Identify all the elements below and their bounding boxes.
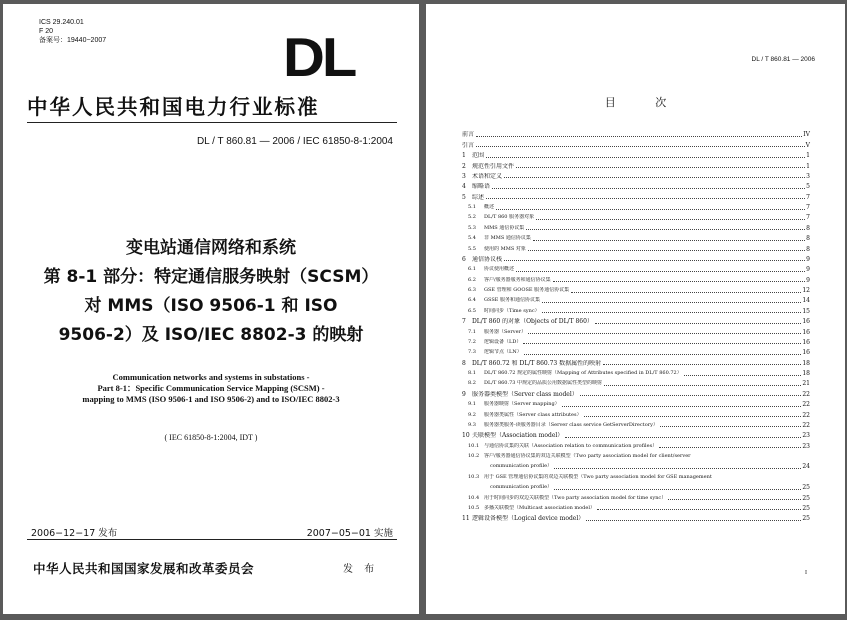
toc-entry-title: communication profile） <box>490 484 553 491</box>
toc-entry-title: 使用的 MMS 对象 <box>484 245 526 252</box>
toc-entry-number: 5.5 <box>468 245 476 252</box>
toc-entry[interactable] <box>462 336 810 346</box>
toc-entry[interactable] <box>462 481 810 491</box>
toc-leader-dots <box>504 260 805 261</box>
toc-leader-dots <box>486 198 805 199</box>
toc-entry-page: 7 <box>806 193 810 201</box>
standard-number: DL / T 860.81 — 2006 / IEC 61850-8-1:2004 <box>196 136 393 147</box>
toc-entry[interactable] <box>462 170 810 180</box>
toc-entry-title: 范围 <box>472 152 485 160</box>
table-of-contents <box>462 128 810 522</box>
toc-entry-number: 5.2 <box>468 214 476 221</box>
toc-leader-dots <box>580 395 802 396</box>
toc-entry-title: 服务器类属性（Server class attributes） <box>484 411 582 418</box>
toc-entry-title: 规范性引用文件 <box>472 162 515 170</box>
toc-leader-dots <box>586 520 801 521</box>
toc-entry[interactable] <box>462 284 810 294</box>
toc-entry-title: DL/T 860.72 和 DL/T 860.73 数据属性的映射 <box>472 359 602 367</box>
toc-entry[interactable] <box>462 180 810 190</box>
toc-entry[interactable] <box>462 190 810 200</box>
toc-leader-dots <box>595 323 801 324</box>
toc-leader-dots <box>571 292 801 293</box>
toc-entry-number: 6.2 <box>468 276 476 283</box>
toc-entry-page: 16 <box>802 318 810 326</box>
toc-leader-dots <box>533 240 805 241</box>
toc-entry-number: 5.1 <box>468 204 476 210</box>
toc-entry-number: 10.5 <box>468 504 480 511</box>
toc-entry-number: 6.1 <box>468 266 476 273</box>
toc-entry[interactable] <box>462 460 810 470</box>
toc-entry-title: 服务器映射（Server mapping） <box>484 401 560 408</box>
dl-logo: DL <box>283 26 355 89</box>
toc-entry-number: 6 <box>462 255 466 263</box>
toc-entry-number: 9.2 <box>468 411 476 418</box>
toc-leader-dots <box>603 364 801 365</box>
toc-entry-number: 3 <box>462 172 466 180</box>
toc-entry-title: 缩略语 <box>472 183 491 191</box>
toc-entry-page: 21 <box>802 380 810 388</box>
toc-entry-title: 服务器类模型（Server class model） <box>472 390 578 398</box>
toc-entry-title: 用于 GSE 管理通信协议集的双边关联模型（Two party association model for GSE management <box>484 473 712 480</box>
toc-entry-title: DL/T 860 的对象（Objects of DL/T 860） <box>472 318 593 326</box>
toc-entry-page: 12 <box>802 287 810 294</box>
toc-leader-dots <box>496 209 805 210</box>
toc-entry[interactable] <box>462 346 810 356</box>
toc-leader-dots <box>516 167 805 168</box>
toc-entry-page: 22 <box>802 401 810 409</box>
record-number: 备案号：19440−2007 <box>39 37 107 44</box>
chinese-title-line: 对 MMS（ISO 9506-1 和 ISO <box>84 296 338 316</box>
toc-entry-page: 22 <box>802 421 810 429</box>
toc-entry-number: 6.4 <box>468 297 476 304</box>
toc-entry-page: IV <box>803 131 810 139</box>
toc-entry-page: 25 <box>802 484 810 492</box>
toc-leader-dots <box>504 177 805 178</box>
toc-entry-title: 术语和定义 <box>472 172 503 180</box>
toc-entry-title: 协议使用概述 <box>484 266 515 273</box>
toc-entry-number: 8.1 <box>468 370 476 376</box>
toc-entry-page: 16 <box>802 349 810 357</box>
toc-entry-title: 多播关联模型（Multicast association model） <box>484 504 595 511</box>
toc-entry-number: 9 <box>462 390 466 398</box>
toc-entry[interactable] <box>462 315 810 325</box>
toc-entry-page: 14 <box>802 297 810 305</box>
toc-entry-title: 非 MMS 通信协议集 <box>484 235 531 242</box>
toc-leader-dots <box>659 447 801 448</box>
toc-entry[interactable] <box>462 159 810 169</box>
toc-entry-title: 逻辑设备（LD） <box>484 338 522 345</box>
toc-entry-page: 7 <box>806 214 810 222</box>
toc-entry-page: 24 <box>802 463 810 471</box>
chinese-title-line: 第 8-1 部分：特定通信服务映射（SCSM） <box>43 267 379 287</box>
toc-leader-dots <box>660 426 801 427</box>
toc-entry-number: 10.2 <box>468 453 480 459</box>
toc-entry[interactable] <box>462 450 810 460</box>
toc-entry-title: 服务器（Server） <box>484 328 526 335</box>
toc-entry-number: 10.4 <box>468 494 480 501</box>
toc-entry[interactable] <box>462 232 810 242</box>
toc-entry-page: 25 <box>802 504 810 512</box>
idt-note: ( IEC 61850-8-1:2004, IDT ) <box>164 433 258 442</box>
toc-leader-dots <box>604 385 801 386</box>
toc-entry-page: 8 <box>806 235 810 243</box>
title-rule <box>27 122 397 123</box>
toc-entry-number: 7.3 <box>468 349 476 356</box>
toc-leader-dots <box>524 354 802 355</box>
toc-entry[interactable] <box>462 201 810 211</box>
toc-entry-title: 综述 <box>472 193 485 201</box>
toc-entry[interactable] <box>462 491 810 501</box>
toc-entry-page: 15 <box>802 307 810 315</box>
toc-entry-page: 16 <box>802 328 810 336</box>
toc-entry[interactable] <box>462 211 810 221</box>
toc-entry-page: V <box>805 141 810 149</box>
toc-entry-page: 3 <box>806 172 810 180</box>
toc-entry-page: 1 <box>806 152 810 160</box>
toc-entry-title: 时间同步（Time sync） <box>484 307 540 314</box>
toc-entry-page: 1 <box>806 162 810 170</box>
toc-leader-dots <box>528 333 801 334</box>
toc-leader-dots <box>597 509 801 510</box>
toc-entry-title: DL/T 860.73 中规定的品质公用数据属性类型的映射 <box>484 380 603 387</box>
toc-leader-dots <box>536 219 805 220</box>
toc-entry-title: GSSE 服务和通信协议集 <box>484 297 540 304</box>
toc-entry[interactable] <box>462 273 810 283</box>
toc-leader-dots <box>565 437 801 438</box>
toc-leader-dots <box>528 250 805 251</box>
toc-entry-title: 前言 <box>462 131 475 139</box>
toc-entry[interactable] <box>462 439 810 449</box>
toc-leader-dots <box>684 375 802 376</box>
toc-entry-page: 23 <box>802 442 810 450</box>
toc-entry-title: 逻辑节点（LN） <box>484 349 522 356</box>
toc-entry[interactable] <box>462 502 810 512</box>
english-title <box>3 372 419 405</box>
issuer: 中华人民共和国国家发展和改革委员会 <box>33 561 255 576</box>
toc-leader-dots <box>562 406 802 407</box>
toc-entry-title: 服务器类服务-读服务器目录（Server class service GetServerDirectory） <box>484 421 658 428</box>
ccs-code: F 20 <box>39 28 54 35</box>
toc-entry-title: 关联模型（Association model） <box>472 432 564 440</box>
toc-entry-title: GSE 管理和 GOOSE 服务通信协议集 <box>484 287 570 293</box>
toc-leader-dots <box>523 343 801 344</box>
toc-entry-title: 客户/服务器服务和通信协议集 <box>484 276 551 283</box>
toc-entry-number: 1 <box>462 152 466 160</box>
toc-entry[interactable] <box>462 387 810 397</box>
toc-entry-number: 7 <box>462 318 466 326</box>
toc-entry[interactable] <box>462 429 810 439</box>
toc-entry-page: 16 <box>802 338 810 346</box>
toc-leader-dots <box>492 188 805 189</box>
toc-entry-number: 6.3 <box>468 287 476 293</box>
toc-entry-number: 5 <box>462 193 466 201</box>
toc-entry-number: 5.3 <box>468 224 476 231</box>
toc-entry-page: 25 <box>802 515 810 523</box>
toc-entry-number: 8 <box>462 359 466 367</box>
chinese-title <box>3 234 419 350</box>
toc-entry-title: communication profile） <box>490 463 553 470</box>
toc-leader-dots <box>526 229 805 230</box>
toc-entry[interactable] <box>462 356 810 366</box>
toc-entry-page: 22 <box>802 390 810 398</box>
toc-entry-page: 18 <box>802 359 810 367</box>
toc-entry[interactable] <box>462 470 810 480</box>
toc-entry-number: 10.3 <box>468 473 480 480</box>
toc-entry[interactable] <box>462 253 810 263</box>
toc-entry-page: 23 <box>802 432 810 440</box>
toc-entry-number: 6.5 <box>468 307 476 314</box>
toc-entry-number: 10 <box>462 432 470 440</box>
toc-leader-dots <box>542 312 802 313</box>
running-header: DL / T 860.81 — 2006 <box>751 56 815 63</box>
page-number: I <box>805 570 807 576</box>
english-title-line: Part 8-1：Specific Communication Service Mapping (SCSM) - <box>97 383 325 393</box>
toc-entry-page: 7 <box>806 204 810 211</box>
toc-entry-page: 9 <box>806 266 810 274</box>
toc-entry-number: 9.3 <box>468 421 476 428</box>
toc-entry-title: DL/T 860 服务器对象 <box>484 214 535 221</box>
english-title-line: mapping to MMS (ISO 9506-1 and ISO 9506-2) and to ISO/IEC 8802-3 <box>82 394 340 404</box>
toc-entry-title: 客户/服务器通信协议集的双边关联模型（Two party association model for client/server <box>484 453 691 459</box>
toc-entry[interactable] <box>462 242 810 252</box>
toc-entry-number: 5.4 <box>468 235 476 242</box>
toc-entry-title: 引言 <box>462 141 475 149</box>
toc-entry-number: 9.1 <box>468 401 476 408</box>
toc-entry[interactable] <box>462 263 810 273</box>
chinese-title-line: 9506-2）及 ISO/IEC 8802-3 的映射 <box>58 325 364 345</box>
toc-entry-title: 概述 <box>484 204 495 210</box>
toc-entry[interactable] <box>462 419 810 429</box>
toc-leader-dots <box>486 157 805 158</box>
toc-entry-page: 18 <box>802 370 810 377</box>
toc-leader-dots <box>542 302 801 303</box>
toc-entry-page: 8 <box>806 224 810 232</box>
toc-title: 目 次 <box>604 96 685 109</box>
toc-entry-page: 25 <box>802 494 810 502</box>
toc-entry-title: 用于时间同步的双边关联模型（Two party association model for time sync） <box>484 494 667 501</box>
toc-entry-number: 2 <box>462 162 466 170</box>
toc-entry[interactable] <box>462 408 810 418</box>
toc-entry-title: 通信协议栈 <box>472 255 503 263</box>
toc-entry-page: 5 <box>806 183 810 191</box>
bottom-rule <box>27 539 397 540</box>
toc-entry-page: 22 <box>802 411 810 419</box>
toc-entry-page: 9 <box>806 255 810 263</box>
toc-leader-dots <box>516 271 805 272</box>
issue-date: 2006−12−17 发布 <box>31 528 118 539</box>
toc-entry[interactable] <box>462 367 810 377</box>
toc-entry[interactable] <box>462 149 810 159</box>
toc-entry[interactable] <box>462 138 810 148</box>
english-title-line: Communication networks and systems in substations - <box>112 372 310 382</box>
toc-page <box>426 4 845 614</box>
toc-entry-number: 10.1 <box>468 442 480 449</box>
toc-entry-title: DL/T 860.72 规定的属性映射（Mapping of Attributes specified in DL/T 860.72） <box>484 370 682 376</box>
toc-entry[interactable] <box>462 294 810 304</box>
cover-page <box>3 4 419 614</box>
toc-entry[interactable] <box>462 377 810 387</box>
toc-entry[interactable] <box>462 398 810 408</box>
toc-entry-title: 与通信协议集的关联（Association relation to communication profiles） <box>484 442 658 449</box>
toc-leader-dots <box>554 468 801 469</box>
issuer-suffix: 发 布 <box>343 564 379 575</box>
toc-entry-title: MMS 通信协议集 <box>484 224 525 231</box>
toc-leader-dots <box>584 416 802 417</box>
toc-entry-page: 8 <box>806 245 810 253</box>
toc-entry-number: 8.2 <box>468 380 476 387</box>
toc-entry[interactable] <box>462 512 810 522</box>
ics-code: ICS 29.240.01 <box>39 19 84 26</box>
toc-entry[interactable] <box>462 304 810 314</box>
toc-leader-dots <box>476 146 805 147</box>
toc-leader-dots <box>476 136 802 137</box>
toc-entry[interactable] <box>462 221 810 231</box>
toc-leader-dots <box>554 489 801 490</box>
chinese-title-line: 变电站通信网络和系统 <box>126 238 296 258</box>
toc-entry-title: 逻辑设备模型（Logical device model） <box>472 515 585 523</box>
toc-entry-number: 7.2 <box>468 338 476 345</box>
toc-leader-dots <box>668 499 801 500</box>
toc-entry[interactable] <box>462 325 810 335</box>
toc-entry-page: 9 <box>806 276 810 284</box>
toc-entry-number: 7.1 <box>468 328 476 335</box>
toc-entry-number: 4 <box>462 183 466 191</box>
toc-entry-number: 11 <box>462 515 470 523</box>
standard-title: 中华人民共和国电力行业标准 <box>27 95 320 119</box>
toc-entry[interactable] <box>462 128 810 138</box>
toc-leader-dots <box>553 281 805 282</box>
implementation-date: 2007−05−01 实施 <box>306 528 393 539</box>
